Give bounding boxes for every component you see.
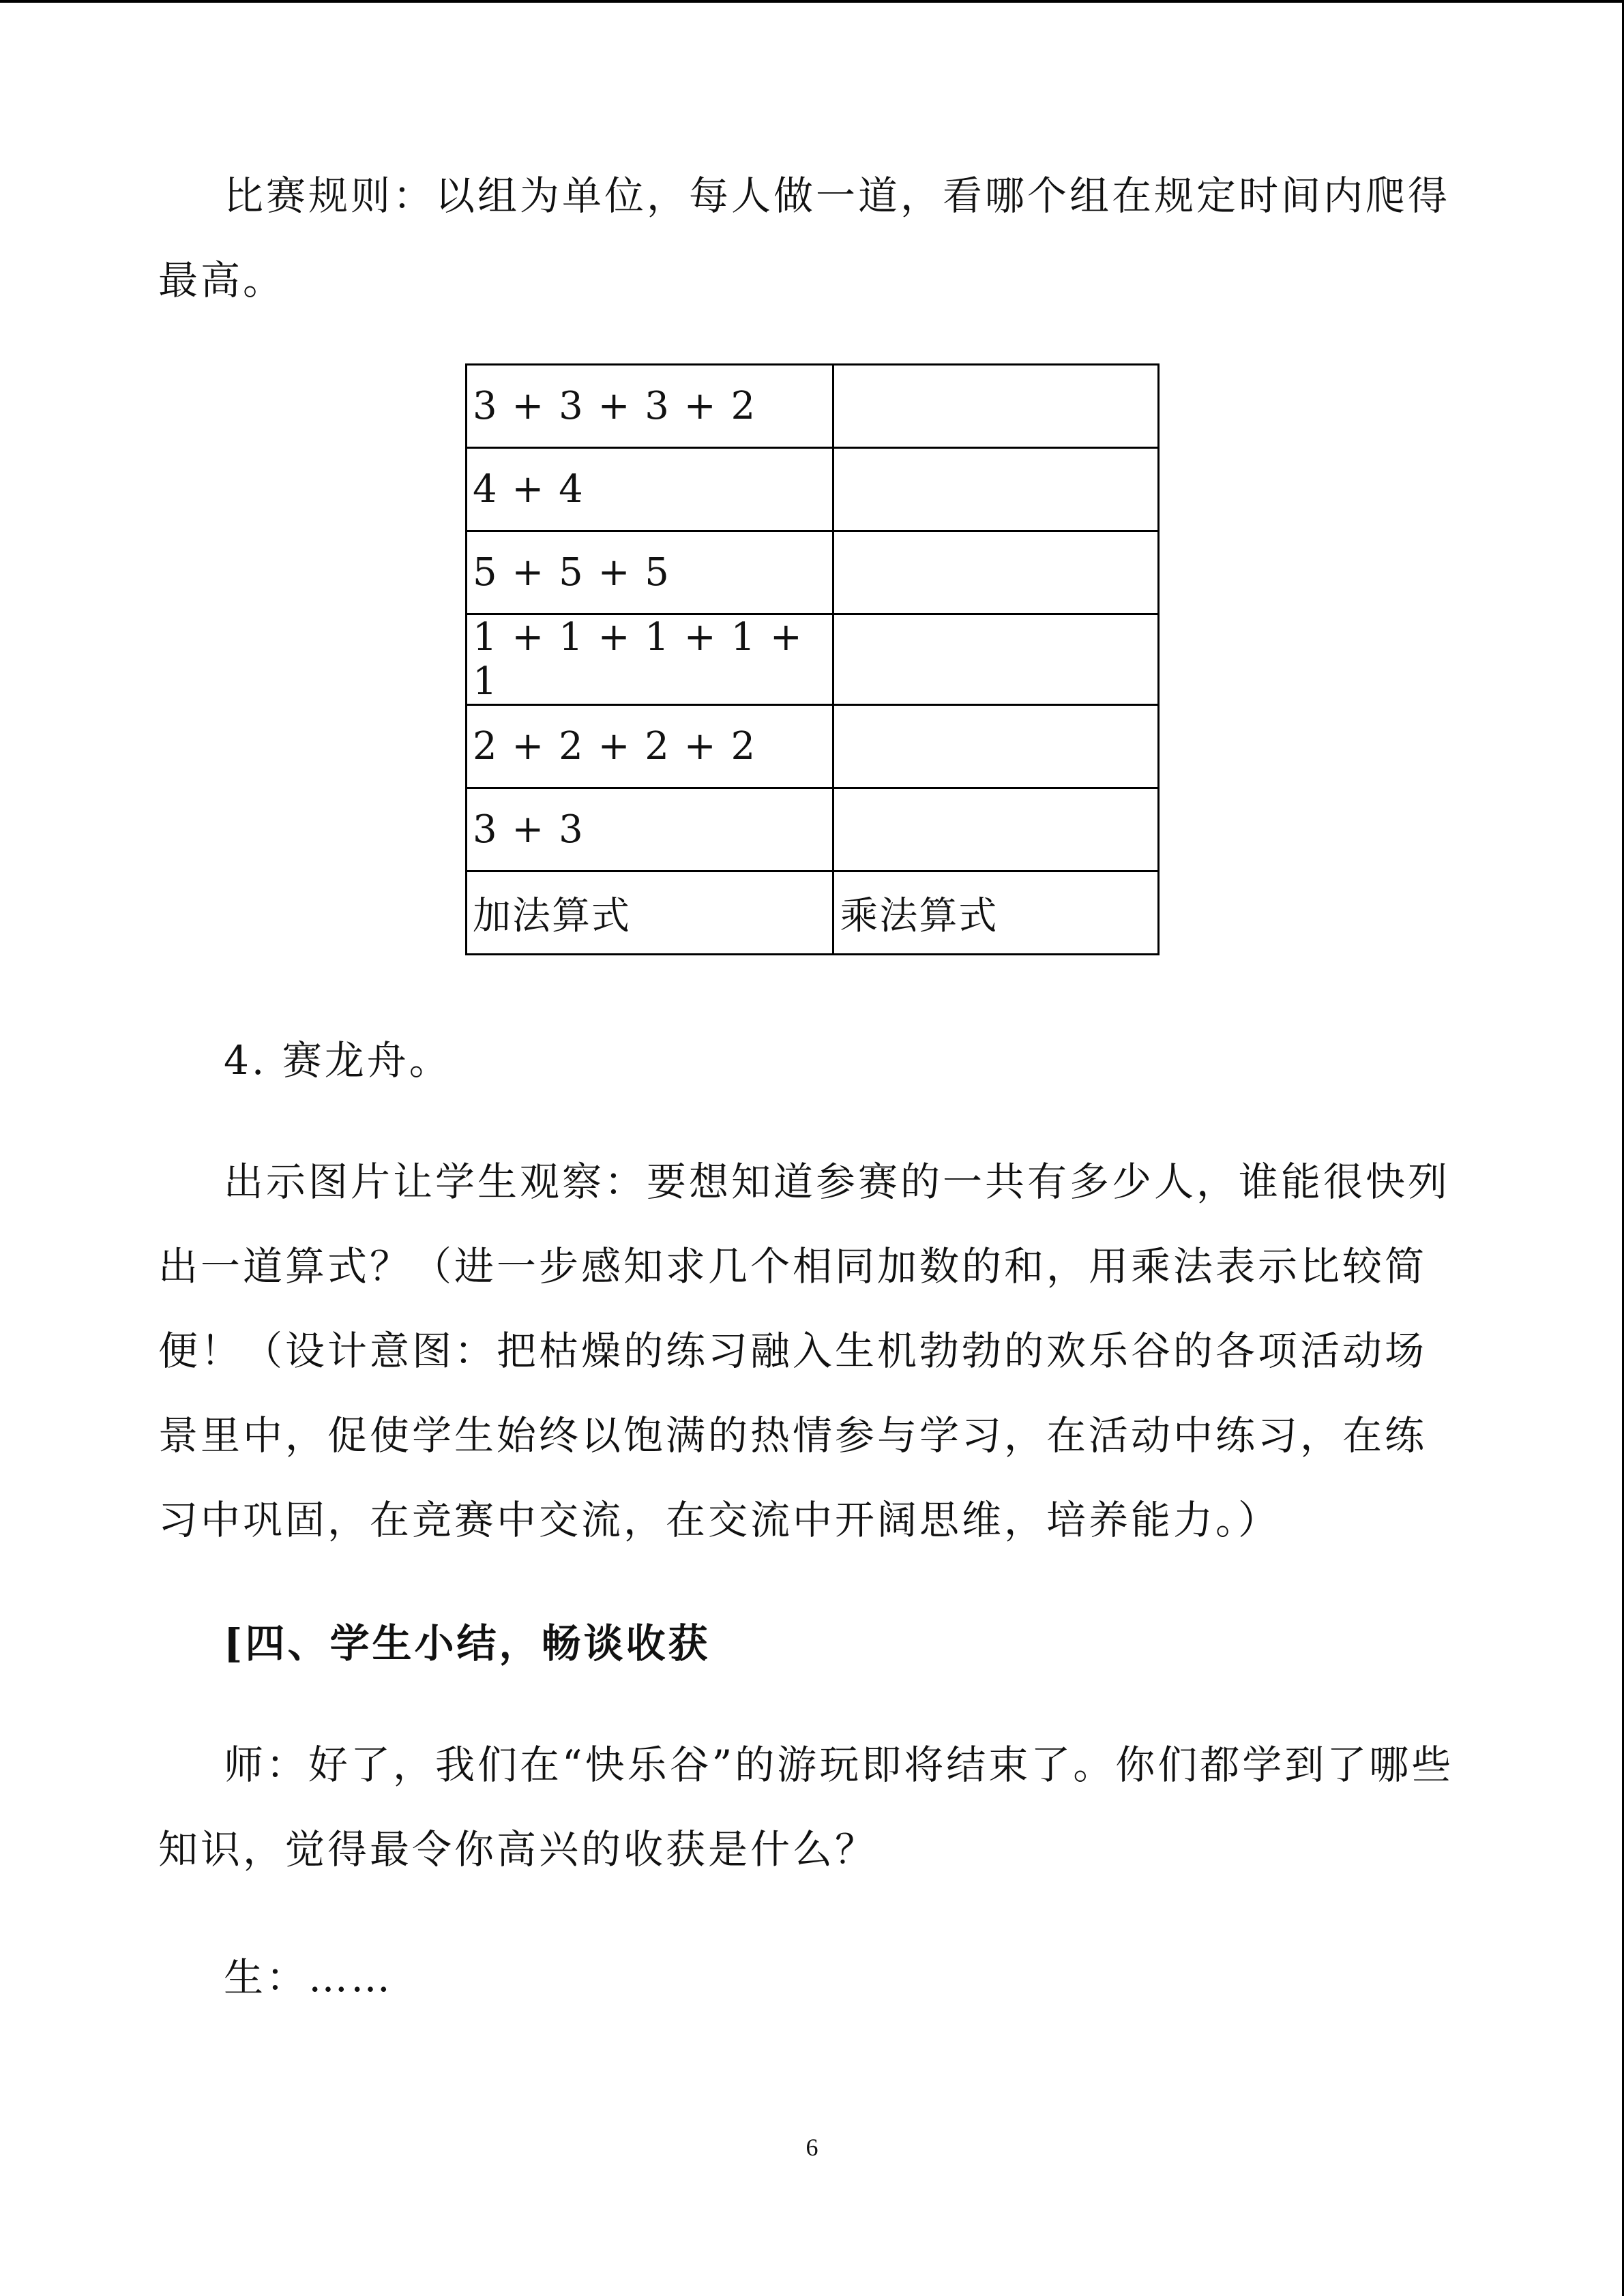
table-footer-row — [467, 871, 1159, 955]
addition-cell: 4 + 4 — [467, 448, 833, 531]
footer-multiplication-label: 乘法算式 — [833, 871, 1159, 955]
teacher-line: 师：好了，我们在“快乐谷”的游玩即将结束了。你们都学到了哪些知识，觉得最令你高兴的收获是什么？ — [158, 1742, 1454, 1873]
footer-addition-label: 加法算式 — [467, 871, 833, 955]
addition-cell: 1 + 1 + 1 + 1 + 1 — [467, 614, 833, 705]
addition-cell: 3 + 3 + 3 + 2 — [467, 365, 833, 448]
multiplication-cell[interactable] — [833, 448, 1159, 531]
top-border — [0, 0, 1624, 3]
addition-cell: 2 + 2 + 2 + 2 — [467, 705, 833, 788]
multiplication-cell[interactable] — [833, 531, 1159, 614]
multiplication-cell[interactable] — [833, 788, 1159, 871]
table-row — [467, 365, 1159, 448]
rules-paragraph: 比赛规则：以组为单位，每人做一道，看哪个组在规定时间内爬得最高。 — [158, 173, 1451, 303]
exercise-table — [465, 363, 1160, 955]
dragon-boat-paragraph: 出示图片让学生观察：要想知道参赛的一共有多少人，谁能很快列出一道算式？（进一步感知求几个相同加数的和，用乘法表示比较简便！（设计意图：把枯燥的练习融入生机勃勃的欢乐谷的各项活动场景里中，促使学生始终以饱满的热情参与学习，在活动中练习，在练习中巩固，在竞赛中交流，在交流中开阔思维，培养能力。） — [158, 1159, 1451, 1543]
multiplication-cell[interactable] — [833, 705, 1159, 788]
student-line: 生：…… — [224, 1954, 394, 2001]
item-4-title: 4. 赛龙舟。 — [224, 1037, 452, 1084]
table-row — [467, 705, 1159, 788]
page-number: 6 — [806, 2134, 818, 2161]
addition-cell: 5 + 5 + 5 — [467, 531, 833, 614]
table-row — [467, 614, 1159, 705]
table-row — [467, 788, 1159, 871]
section-heading: [四、学生小结，畅谈收获 — [224, 1620, 711, 1667]
table-row — [467, 531, 1159, 614]
multiplication-cell[interactable] — [833, 365, 1159, 448]
multiplication-cell[interactable] — [833, 614, 1159, 705]
addition-cell: 3 + 3 — [467, 788, 833, 871]
table-row — [467, 448, 1159, 531]
